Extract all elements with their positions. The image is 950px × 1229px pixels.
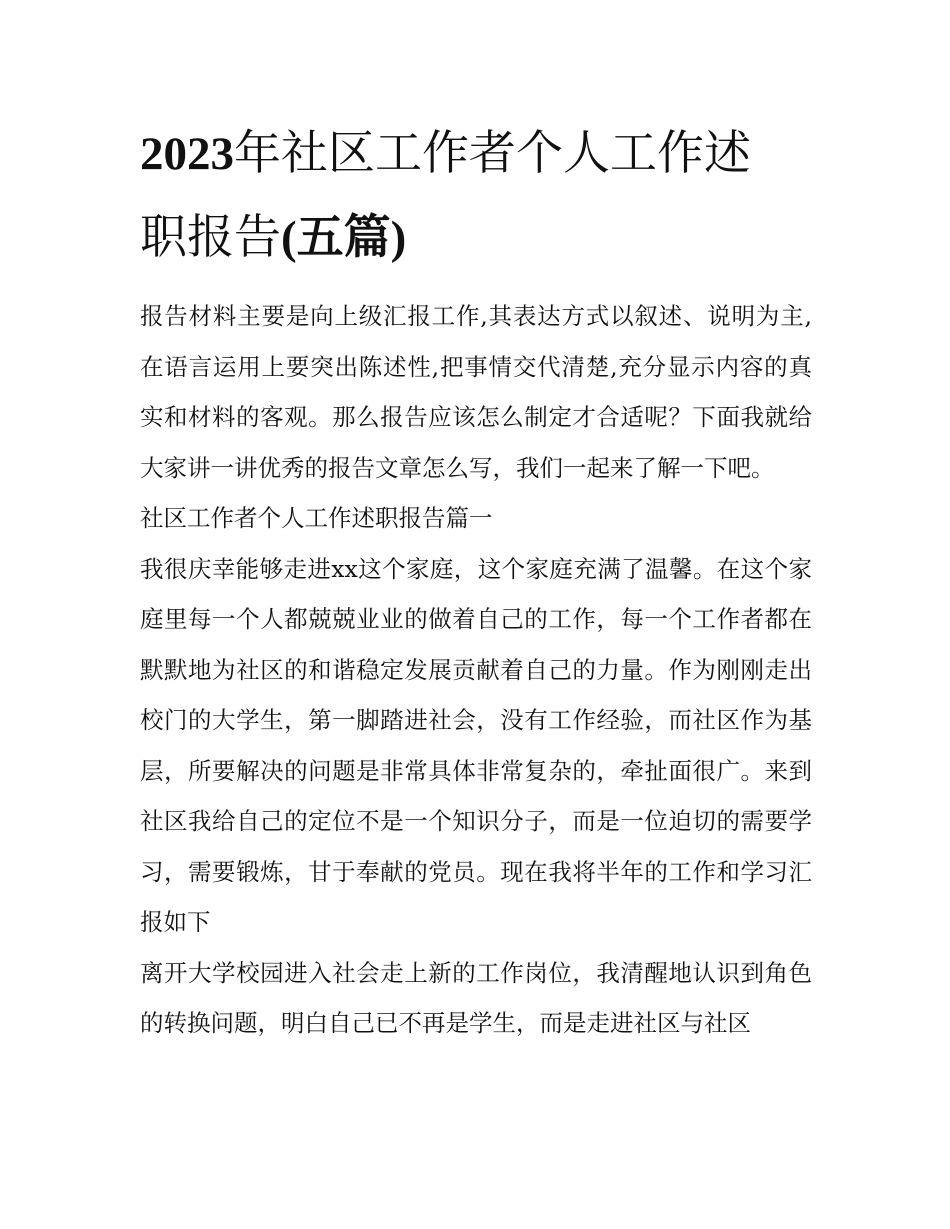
title-year: 2023: [140, 128, 234, 180]
section-heading: 社区工作者个人工作述职报告篇一: [140, 504, 493, 532]
title-line-1: [140, 112, 812, 196]
document-title: [140, 112, 812, 280]
body-paragraph: 我很庆幸能够走进xx这个家庭，这个家庭充满了温馨。在这个家庭里每一个人都兢兢业业的做着自己的工作，每一个工作者都在默默地为社区的和谐稳定发展贡献着自己的力量。作为刚刚走出校门的大学生，第一脚踏进社会，没有工作经验，而社区作为基层，所要解决的问题是非常具体非常复杂的，牵扯面很广。来到社区我给自己的定位不是一个知识分子，而是一位迫切的需要学习，需要锻炼，甘于奉献的党员。现在我将半年的工作和学习汇报如下: [140, 554, 812, 936]
title-count: (五篇): [281, 212, 407, 264]
body-paragraph: 离开大学校园进入社会走上新的工作岗位，我清醒地认识到角色的转换问题，明白自己已不再是学生，而是走进社区与社区: [140, 958, 812, 1037]
intro-paragraph: 报告材料主要是向上级汇报工作,其表达方式以叙述、说明为主,在语言运用上要突出陈述性,把事情交代清楚,充分显示内容的真实和材料的客观。那么报告应该怎么制定才合适呢？下面我就给大家讲一讲优秀的报告文章怎么写，我们一起来了解一下吧。: [140, 302, 812, 482]
document-page: [140, 112, 812, 1049]
title-line-1-text: 年社区工作者个人工作述: [234, 126, 751, 181]
document-body: [140, 291, 812, 1049]
title-line-2-text: 职报告: [140, 210, 281, 265]
title-line-2: [140, 196, 812, 280]
